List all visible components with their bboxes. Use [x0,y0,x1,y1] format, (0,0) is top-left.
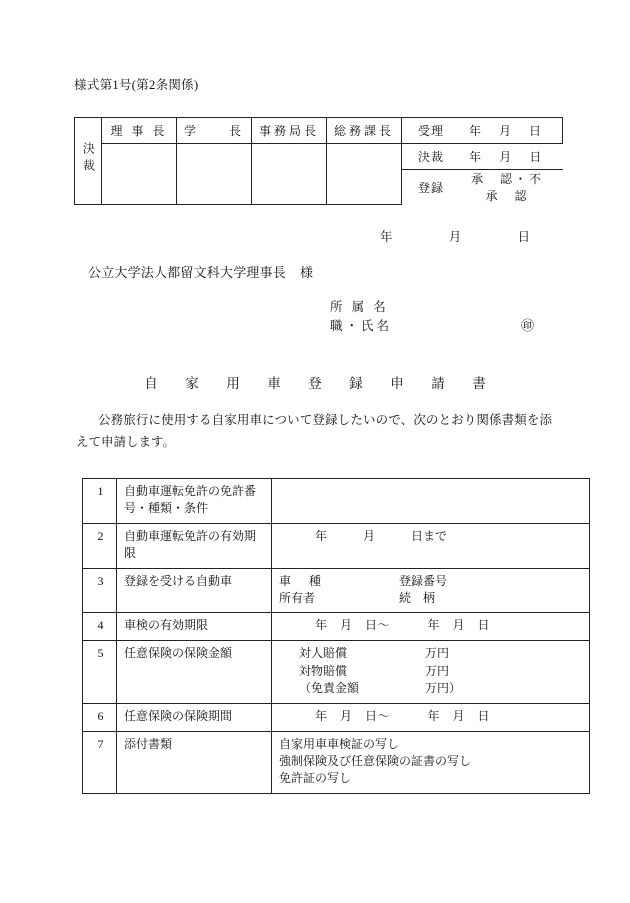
deductible-label: （免責金額 [299,681,360,696]
property-damage-label: 対物賠償 [299,663,348,678]
approval-juri-date [460,122,562,139]
detail-row-5-no: 5 [83,641,117,703]
addressee-line [88,262,313,281]
detail-row-4-period: 年 月 日～ 年 月 日 [315,618,491,633]
juri-day: 日 [528,124,541,138]
detail-row-5-line-1 [279,645,584,662]
table-row [83,641,590,703]
approval-kessai-date [460,148,563,165]
approval-signature-gakucho[interactable] [177,144,252,205]
juri-year: 年 [468,124,481,138]
table-row [83,731,590,793]
addressee-honorific: 様 [300,265,314,280]
applicant-affiliation-row[interactable] [330,296,542,315]
relationship-label: 続 柄 [399,590,436,605]
approval-header-somukacho: 総務課長 [327,118,402,144]
page-title: 自 家 用 車 登 録 申 請 書 [144,376,493,391]
vehicle-type-label: 車 種 [279,573,325,588]
applicant-block [330,296,542,334]
detail-row-7-value[interactable] [272,731,590,793]
detail-row-6-value[interactable] [272,703,590,731]
approval-header-rijicho: 理 事 長 [102,118,177,144]
detail-row-7-label: 添付書類 [117,731,272,793]
detail-row-5-value[interactable] [272,641,590,703]
approval-juri-label: 受理 [417,124,444,138]
application-date-line[interactable] [380,227,542,245]
detail-row-3-line-2 [279,590,584,607]
detail-row-3-label: 登録を受ける自動車 [117,568,272,613]
attachment-item-2: 強制保険及び任意保険の証書の写し [279,753,472,768]
bodily-injury-label: 対人賠償 [299,646,348,661]
deductible-unit: 万円） [425,681,462,696]
table-row [83,523,590,568]
detail-row-1-value[interactable] [272,479,590,524]
detail-row-7-no: 7 [83,731,117,793]
body-paragraph [76,410,552,454]
detail-row-2-label: 自動車運転免許の有効期限 [117,523,272,568]
detail-row-1-no: 1 [83,479,117,524]
applicant-name-label: 職・氏名 [330,318,393,333]
detail-row-2-value[interactable] [272,523,590,568]
detail-row-4-no: 4 [83,613,117,641]
table-row [83,703,590,731]
date-year: 年 [380,230,393,244]
applicant-affiliation-label: 所 属 名 [330,299,389,314]
form-number: 様式第1号(第2条関係) [74,78,199,92]
detail-row-1-label: 自動車運転免許の免許番号・種類・条件 [117,479,272,524]
approval-signature-rijicho[interactable] [102,144,177,205]
approval-row-kessai [402,144,563,170]
seal-icon: ㊞ [520,318,534,333]
attachment-item-1: 自家用車車検証の写し [279,736,400,751]
approval-kessai-label: 決裁 [417,150,444,164]
approval-touroku-choice[interactable]: 承 認・不 承 認 [470,172,559,203]
detail-row-3-line-1 [279,573,584,590]
kessai-day: 日 [529,150,542,164]
approval-touroku-label: 登録 [417,180,444,195]
detail-row-5-label: 任意保険の保険金額 [117,641,272,703]
body-paragraph-text: 公務旅行に使用する自家用車について登録したいので、次のとおり関係書類を添えて申請します。 [76,413,552,449]
juri-month: 月 [498,124,511,138]
table-row [83,568,590,613]
table-row [83,613,590,641]
approval-row-touroku [402,170,563,205]
approval-header-jimukyokucho: 事務局長 [252,118,327,144]
detail-row-6-period: 年 月 日～ 年 月 日 [315,708,491,723]
approval-vertical-label: 決裁 [81,141,96,176]
approval-signature-jimukyokucho[interactable] [252,144,327,205]
detail-row-3-value[interactable] [272,568,590,613]
detail-row-5-line-3 [279,680,584,697]
table-row [83,479,590,524]
registration-number-label: 登録番号 [399,573,448,588]
applicant-name-row[interactable] [330,315,542,334]
bodily-injury-unit: 万円 [425,646,450,661]
detail-row-4-value[interactable] [272,613,590,641]
approval-signature-somukacho[interactable] [327,144,402,205]
approval-vertical-label-cell [75,118,102,205]
detail-row-3-no: 3 [83,568,117,613]
property-damage-unit: 万円 [425,663,450,678]
detail-table [82,478,551,794]
detail-row-2-no: 2 [83,523,117,568]
kessai-month: 月 [499,150,512,164]
date-day: 日 [517,230,530,244]
date-month: 月 [448,230,462,244]
detail-row-6-no: 6 [83,703,117,731]
addressee-name: 公立大学法人都留文科大学理事長 [88,265,287,280]
detail-row-6-label: 任意保険の保険期間 [117,703,272,731]
owner-label: 所有者 [279,590,316,605]
approval-row-juri [402,118,563,144]
detail-row-4-label: 車検の有効期限 [117,613,272,641]
kessai-year: 年 [469,150,482,164]
approval-header-gakucho: 学 長 [177,118,252,144]
approval-table [74,117,559,205]
detail-row-2-expiry: 年 月 日まで [315,528,448,543]
attachment-item-3: 免許証の写し [279,771,352,786]
detail-row-5-line-2 [279,663,584,680]
approval-right-stack [402,144,563,205]
